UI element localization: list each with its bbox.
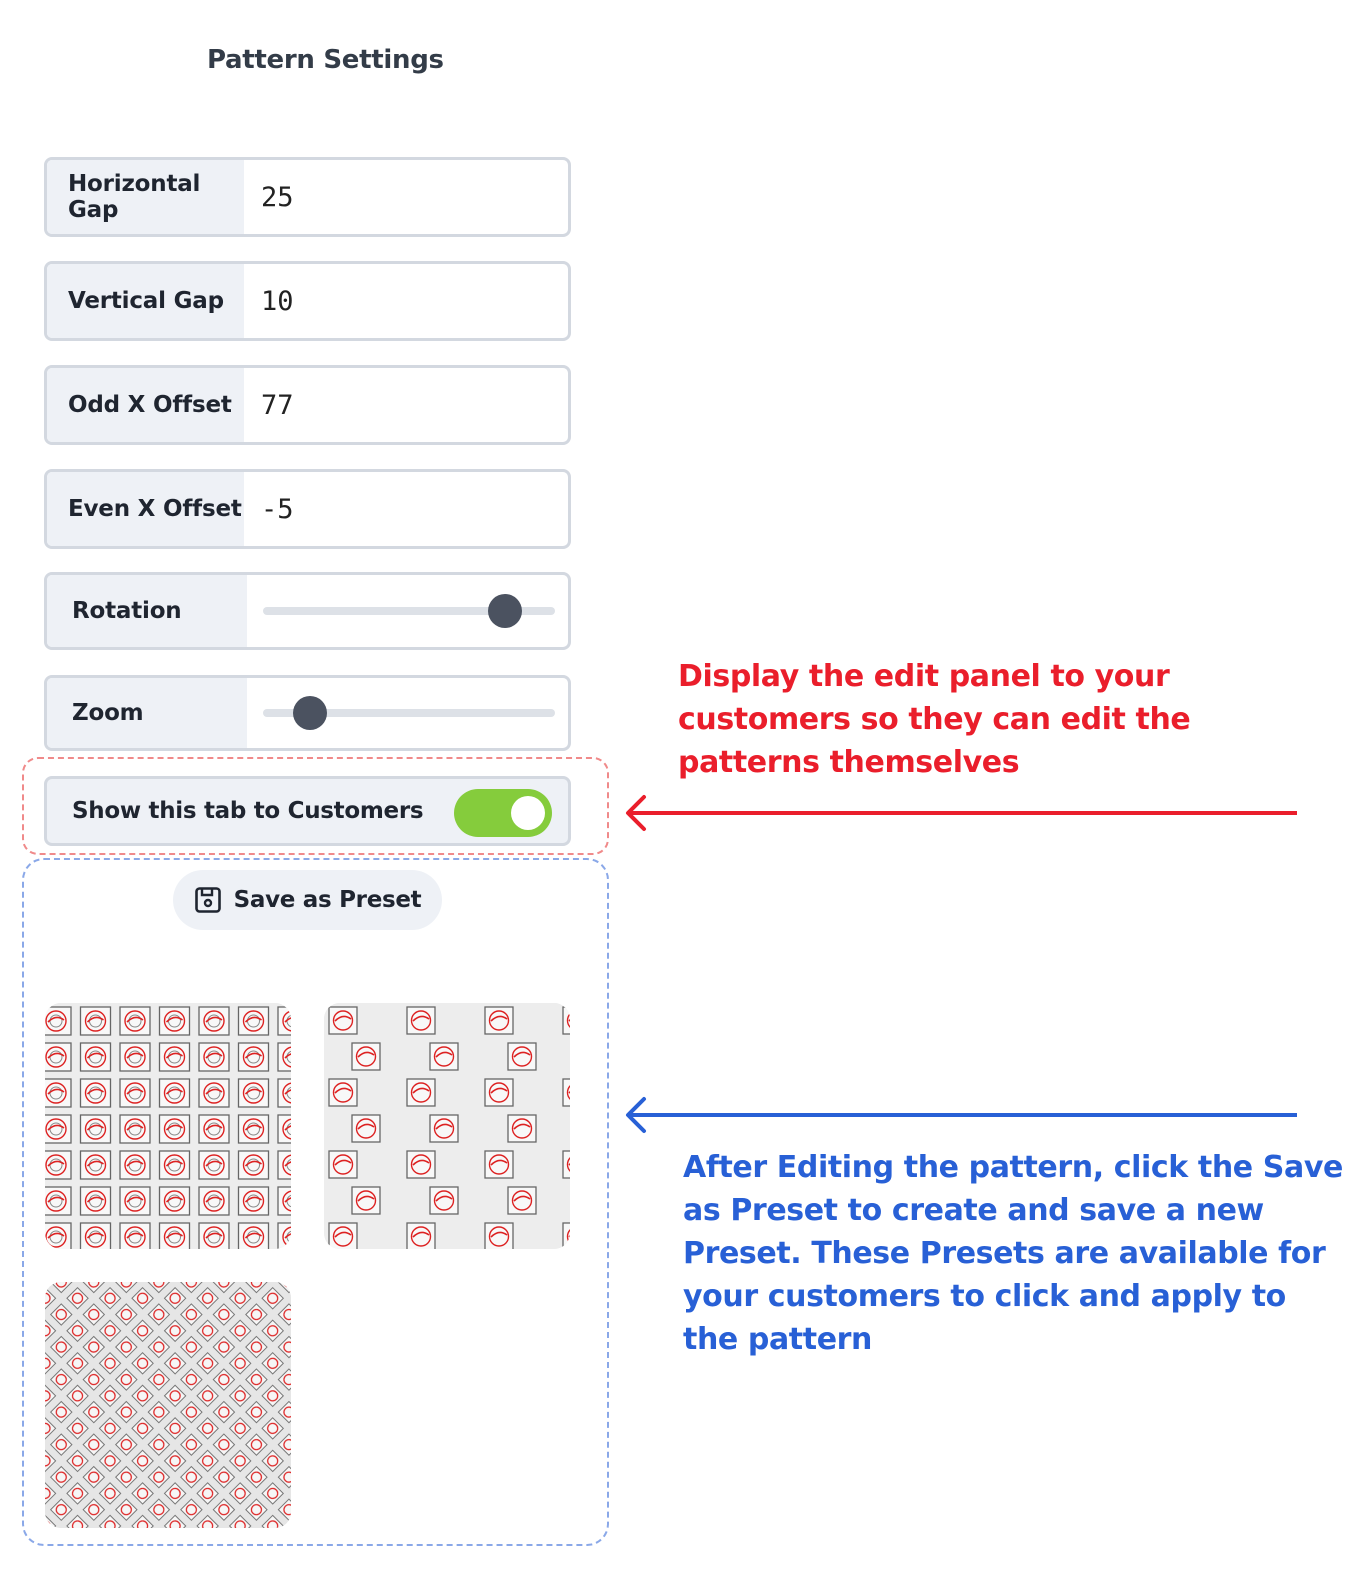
save-as-preset-button[interactable]: [173, 870, 442, 930]
preset-pattern-grid-stamps: [45, 1003, 291, 1249]
odd-x-offset-input[interactable]: 77: [261, 389, 294, 421]
horizontal-gap-input[interactable]: 25: [261, 181, 294, 213]
show-to-customers-label: Show this tab to Customers: [72, 798, 424, 824]
show-to-customers-row: [44, 776, 571, 846]
preset-annotation: After Editing the pattern, click the Save as Preset to create and save a new Preset. These Presets are available for your customers to click and apply to the pattern: [683, 1150, 1343, 1357]
red-arrow-icon: [620, 793, 1302, 833]
vertical-gap-field[interactable]: [44, 261, 571, 341]
horizontal-gap-field[interactable]: [44, 157, 571, 237]
zoom-slider-thumb[interactable]: [293, 696, 327, 730]
vertical-gap-label: Vertical Gap: [47, 264, 244, 338]
vertical-gap-input[interactable]: 10: [261, 285, 294, 317]
preset-thumbnail[interactable]: [324, 1003, 570, 1249]
preset-pattern-offset-stamps: [324, 1003, 570, 1249]
even-x-offset-field[interactable]: [44, 469, 571, 549]
page-title: Pattern Settings: [207, 45, 444, 75]
rotation-label: Rotation: [47, 575, 247, 647]
save-as-preset-label: Save as Preset: [233, 887, 422, 913]
rotation-slider-thumb[interactable]: [488, 594, 522, 628]
edit-panel-annotation: Display the edit panel to your customers so they can edit the patterns themselves: [678, 659, 1191, 780]
even-x-offset-label: Even X Offset: [47, 472, 244, 546]
preset-pattern-diagonal-stamps: [45, 1282, 291, 1528]
preset-thumbnail[interactable]: [45, 1282, 291, 1528]
preset-thumbnail[interactable]: [45, 1003, 291, 1249]
odd-x-offset-field[interactable]: [44, 365, 571, 445]
horizontal-gap-label: Horizontal Gap: [47, 160, 244, 234]
show-to-customers-toggle[interactable]: [454, 789, 552, 837]
zoom-slider-field[interactable]: [44, 675, 571, 751]
floppy-disk-icon: [194, 886, 222, 914]
even-x-offset-input[interactable]: -5: [261, 493, 294, 525]
blue-arrow-icon: [620, 1095, 1302, 1135]
odd-x-offset-label: Odd X Offset: [47, 368, 244, 442]
zoom-label: Zoom: [47, 678, 247, 748]
toggle-knob: [511, 796, 545, 830]
rotation-slider-field[interactable]: [44, 572, 571, 650]
